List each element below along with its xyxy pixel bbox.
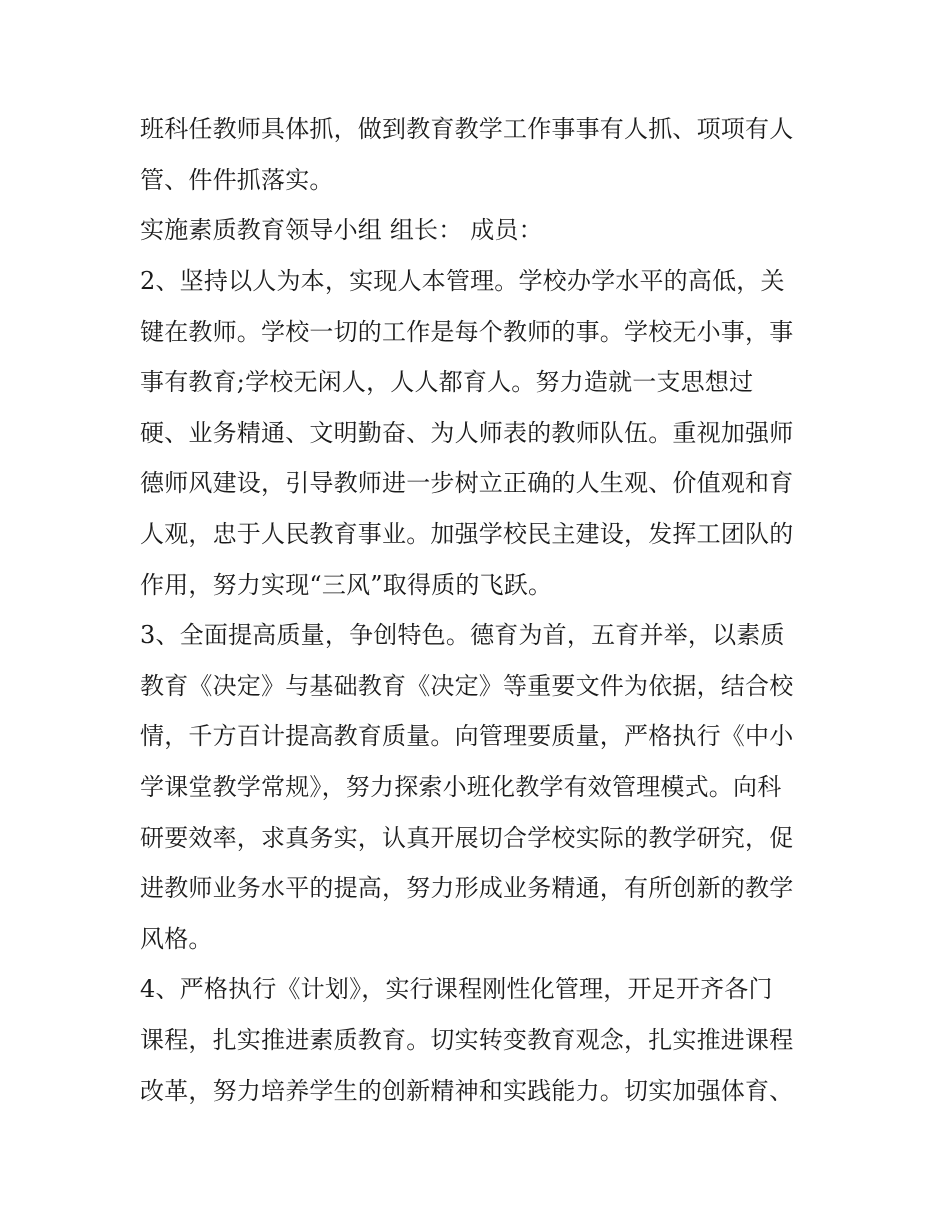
text-line: 事有教育;学校无闲人，人人都育人。努力造就一支思想过	[140, 368, 754, 396]
text-line: 硬、业务精通、文明勤奋、为人师表的教师队伍。重视加强师	[140, 419, 794, 447]
text-line: 作用，努力实现“三风”取得质的飞跃。	[140, 571, 553, 599]
text-line: 德师风建设，引导教师进一步树立正确的人生观、价值观和育	[140, 469, 794, 497]
text-line: 风格。	[140, 925, 213, 953]
text-line: 管、件件抓落实。	[140, 166, 334, 194]
text-line: 人观，忠于人民教育事业。加强学校民主建设，发挥工团队的	[140, 520, 794, 548]
text-line: 情，千方百计提高教育质量。向管理要质量，严格执行《中小	[140, 722, 794, 750]
text-line: 班科任教师具体抓，做到教育教学工作事事有人抓、项项有人	[140, 115, 794, 143]
text-line: 进教师业务水平的提高，努力形成业务精通，有所创新的教学	[140, 874, 794, 902]
text-line: 4、严格执行《计划》，实行课程刚性化管理，开足开齐各门	[140, 975, 773, 1003]
text-line: 2、坚持以人为本，实现人本管理。学校办学水平的高低，关	[140, 267, 785, 295]
text-line: 3、全面提高质量，争创特色。德育为首，五育并举，以素质	[140, 621, 785, 649]
text-line: 研要效率，求真务实，认真开展切合学校实际的教学研究，促	[140, 824, 794, 852]
text-line: 改革，努力培养学生的创新精神和实践能力。切实加强体育、	[140, 1077, 794, 1105]
text-line: 学课堂教学常规》，努力探索小班化教学有效管理模式。向科	[140, 773, 782, 801]
text-line: 课程，扎实推进素质教育。切实转变教育观念，扎实推进课程	[140, 1026, 794, 1054]
text-line: 实施素质教育领导小组 组长： 成员：	[140, 216, 543, 244]
text-line: 键在教师。学校一切的工作是每个教师的事。学校无小事，事	[140, 318, 794, 346]
text-line: 教育《决定》与基础教育《决定》等重要文件为依据，结合校	[140, 672, 794, 700]
